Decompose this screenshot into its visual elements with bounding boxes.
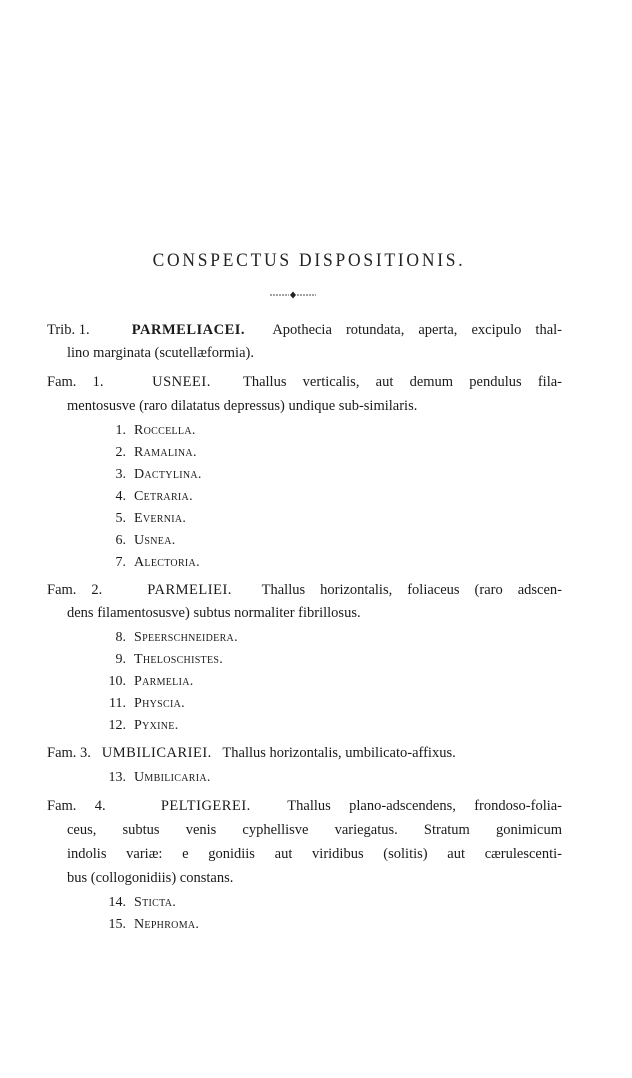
family-heading [47,374,562,391]
genus-name: Umbilicaria. [134,770,211,785]
tribus-label: Trib. 1. [47,322,90,338]
genus-name: Speerschneidera. [134,630,238,645]
title-text: CONSPECTUS DISPOSITIONIS. [152,250,466,271]
genus-number: 10. [108,674,126,689]
genus-item [100,423,196,439]
tribus-heading [47,322,562,339]
genus-item [100,467,202,483]
genus-number: 13. [108,770,126,785]
genus-number: 2. [115,445,126,460]
family-label: Fam. 2. [47,582,103,598]
tribus-description-line: lino marginata (scutellæformia). [67,345,254,361]
genus-name: Roccella. [134,423,196,438]
genus-name: Sticta. [134,895,177,910]
genus-item [100,489,193,505]
family-description-line: Thallus horizontalis, umbilicato-affixus. [222,745,456,761]
tribus-name: PARMELIACEI. [131,322,246,338]
genus-number: 14. [108,895,126,910]
genus-number: 15. [108,917,126,932]
genus-number: 1. [115,423,126,438]
diamond-rule-ornament-icon [270,291,316,299]
genus-number: 3. [115,467,126,482]
family-heading [47,798,562,815]
family-description-line: Thallus verticalis, aut demum pendulus fila- [242,374,563,390]
family-description-line: dens filamentosusve) subtus normaliter fibrillosus. [67,605,361,621]
tribus-description-line: Apothecia rotundata, aperta, excipulo thal- [272,322,563,338]
genus-number: 4. [115,489,126,504]
genus-item [100,895,176,911]
page-title [0,250,632,272]
genus-item [100,533,176,549]
genus-name: Parmelia. [134,674,194,689]
genus-item [100,718,179,734]
genus-number: 9. [115,652,126,667]
genus-number: 6. [115,533,126,548]
genus-number: 11. [109,696,126,711]
genus-name: Evernia. [134,511,187,526]
family-description-line: Thallus horizontalis, foliaceus (raro adscen- [261,582,562,598]
family-description-line: bus (collogonidiis) constans. [67,870,234,886]
family-heading [47,745,456,762]
genus-item [100,770,211,786]
genus-item [100,696,185,712]
genus-item [100,555,200,571]
family-name: UMBILICARIEI. [101,745,212,761]
genus-name: Cetraria. [134,489,193,504]
genus-number: 8. [115,630,126,645]
family-heading [47,582,562,599]
genus-number: 5. [115,511,126,526]
family-description-line: Thallus plano-adscendens, frondoso-folia- [287,798,563,814]
genus-number: 12. [108,718,126,733]
family-label: Fam. 1. [47,374,104,390]
family-description-line: ceus, subtus venis cyphellisve variegatus. Stratum gonimicum [67,822,562,838]
genus-name: Physcia. [134,696,185,711]
genus-item [100,511,186,527]
genus-name: Nephroma. [134,917,200,932]
genus-item [100,652,223,668]
genus-item [100,630,238,646]
genus-item [100,917,199,933]
genus-number: 7. [115,555,126,570]
genus-name: Usnea. [134,533,176,548]
genus-name: Theloschistes. [134,652,224,667]
family-label: Fam. 3. [47,745,91,761]
genus-name: Dactylina. [134,467,202,482]
genus-name: Alectoria. [134,555,200,570]
family-name: PELTIGEREI. [160,798,251,814]
family-description-line: mentosusve (raro dilatatus depressus) undique sub-similaris. [67,398,418,414]
family-label: Fam. 4. [47,798,106,814]
genus-item [100,445,197,461]
family-description-line: indolis variæ: e gonidiis aut viridibus (solitis) aut cærulescenti- [67,846,562,862]
genus-name: Pyxine. [134,718,179,733]
genus-item [100,674,194,690]
family-name: USNEEI. [152,374,211,390]
family-name: PARMELIEI. [147,582,232,598]
genus-name: Ramalina. [134,445,197,460]
